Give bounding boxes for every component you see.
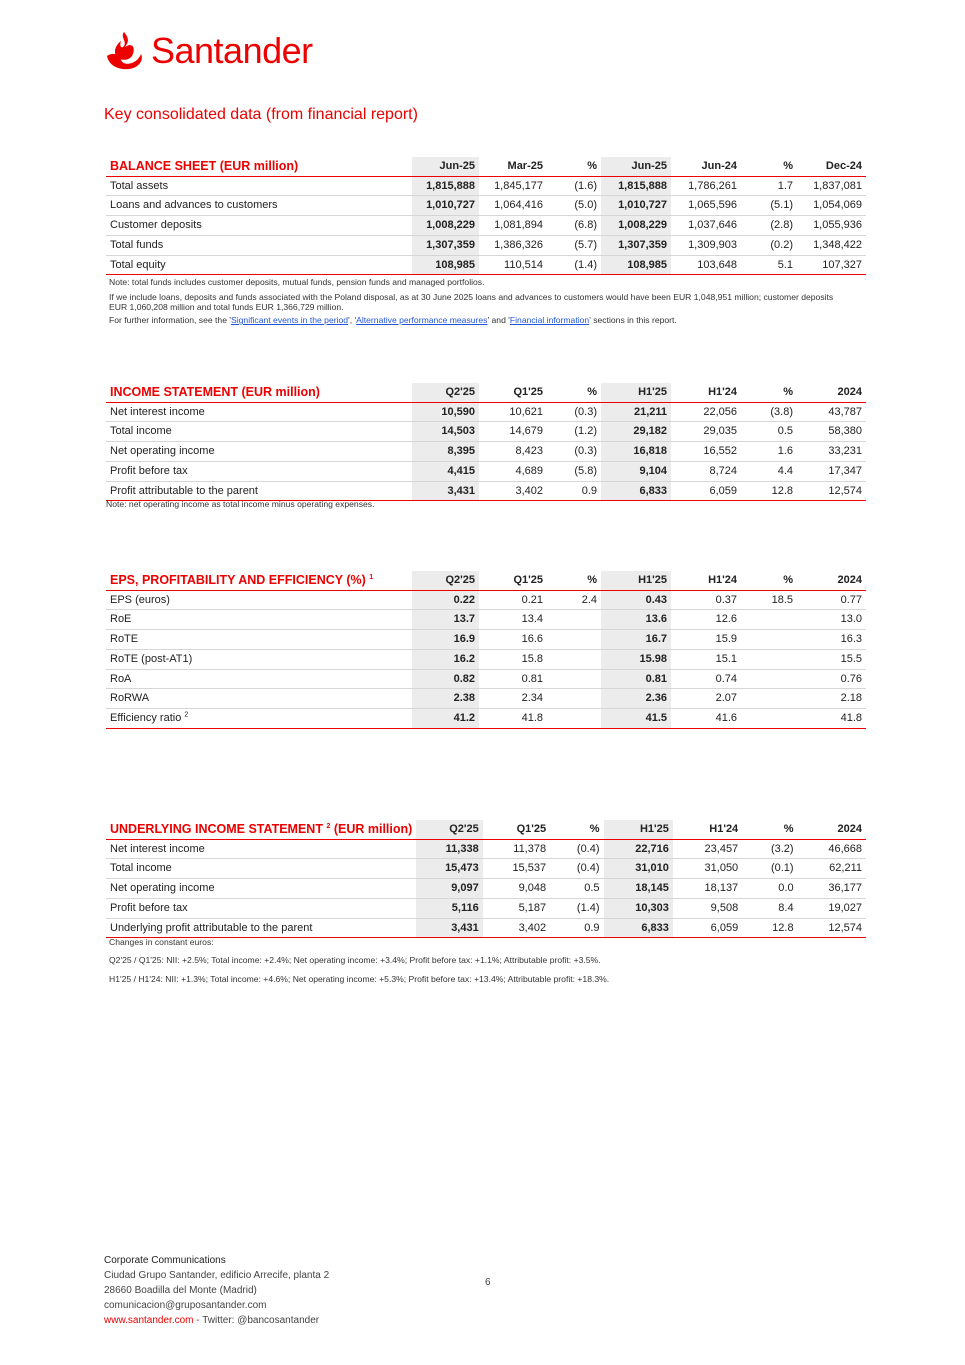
title-text: UNDERLYING INCOME STATEMENT xyxy=(110,822,323,836)
row-label-text: Total assets xyxy=(110,179,169,192)
table-cell: 15.98 xyxy=(601,649,671,669)
column-header: % xyxy=(547,571,601,590)
table-cell: 0.77 xyxy=(797,590,866,610)
table-cell: 0.81 xyxy=(601,669,671,689)
row-label-text: Net operating income xyxy=(110,445,215,458)
table-cell: 18,145 xyxy=(604,879,673,899)
row-label-text: Loans and advances to customers xyxy=(110,199,278,212)
table-row xyxy=(106,669,866,689)
table-cell: 1,307,359 xyxy=(601,235,671,255)
table-cell: (0.4) xyxy=(550,839,603,859)
table-cell: 6,833 xyxy=(604,918,673,938)
table-row xyxy=(106,839,866,859)
underlying-income-statement-table xyxy=(106,820,866,938)
table-cell: (0.4) xyxy=(550,859,603,879)
table-row xyxy=(106,610,866,630)
table-cell: 62,211 xyxy=(798,859,866,879)
table-cell: 13.0 xyxy=(797,610,866,630)
table-cell: (0.2) xyxy=(741,235,797,255)
table-cell: 9,508 xyxy=(673,898,742,918)
footnote-marker: 2 xyxy=(184,711,189,719)
table-cell: 107,327 xyxy=(797,255,866,275)
table-cell: 13.7 xyxy=(412,610,479,630)
table-cell xyxy=(741,708,797,728)
table-row xyxy=(106,898,866,918)
row-label-text: Customer deposits xyxy=(110,219,202,232)
table-cell: 1,815,888 xyxy=(412,176,479,196)
eps-table-title xyxy=(106,571,412,590)
row-label-text: Total equity xyxy=(110,258,166,271)
table-cell: 3,402 xyxy=(479,481,547,501)
table-row xyxy=(106,630,866,650)
note-text: ' sections in this report. xyxy=(589,315,677,325)
table-cell: 16.7 xyxy=(601,630,671,650)
table-cell: 0.5 xyxy=(550,879,603,899)
table-cell: 0.82 xyxy=(412,669,479,689)
column-header: H1'25 xyxy=(604,820,673,839)
table-cell xyxy=(547,649,601,669)
table-cell: 21,211 xyxy=(601,402,671,422)
table-cell: 6,059 xyxy=(671,481,741,501)
table-cell: 11,378 xyxy=(483,839,550,859)
brand-name: Santander xyxy=(151,30,313,71)
row-label-text: RoE xyxy=(110,613,132,626)
balance-sheet-note-1: Note: total funds includes customer deposits, mutual funds, pension funds and managed portfolios. xyxy=(109,277,485,287)
column-header: Q2'25 xyxy=(412,383,479,402)
column-header: Q2'25 xyxy=(416,820,482,839)
table-cell: 1,054,069 xyxy=(797,196,866,216)
column-header: Q1'25 xyxy=(483,820,550,839)
table-cell: 1,815,888 xyxy=(601,176,671,196)
table-cell: 4,415 xyxy=(412,461,479,481)
column-header: Q1'25 xyxy=(479,383,547,402)
table-cell: 3,402 xyxy=(483,918,550,938)
table-cell: 5,116 xyxy=(416,898,482,918)
column-header: % xyxy=(547,157,601,176)
table-cell xyxy=(741,610,797,630)
table-cell: 23,457 xyxy=(673,839,742,859)
table-cell: 2.18 xyxy=(797,689,866,709)
row-label xyxy=(106,481,412,501)
table-row xyxy=(106,235,866,255)
column-header: H1'25 xyxy=(601,571,671,590)
table-cell xyxy=(741,689,797,709)
table-cell: 2.34 xyxy=(479,689,547,709)
table-cell: 0.9 xyxy=(547,481,601,501)
row-label xyxy=(106,669,412,689)
table-cell: 103,648 xyxy=(671,255,741,275)
row-label xyxy=(106,442,412,462)
table-cell: 18,137 xyxy=(673,879,742,899)
row-label xyxy=(106,216,412,236)
balance-sheet-note-2: If we include loans, deposits and funds associated with the Poland disposal, as at 30 June 2025 loans and advances to customers would have been EUR 1,048,951 million; customer deposits EUR 1,060,208 million and total funds EUR 1,366,729 million. xyxy=(109,292,834,312)
row-label-text: Total income xyxy=(110,425,172,438)
table-cell: 46,668 xyxy=(798,839,866,859)
column-header: 2024 xyxy=(798,820,866,839)
table-cell: 8,395 xyxy=(412,442,479,462)
flame-icon xyxy=(103,30,145,72)
table-cell xyxy=(741,669,797,689)
table-cell: 17,347 xyxy=(797,461,866,481)
table-cell: 9,104 xyxy=(601,461,671,481)
underlying-table-title xyxy=(106,820,416,839)
column-header: 2024 xyxy=(797,571,866,590)
table-cell: (5.7) xyxy=(547,235,601,255)
table-cell: 43,787 xyxy=(797,402,866,422)
table-cell: 108,985 xyxy=(412,255,479,275)
table-cell: 41.2 xyxy=(412,708,479,728)
row-label xyxy=(106,918,416,938)
table-cell xyxy=(547,669,601,689)
row-label xyxy=(106,610,412,630)
row-label-text: Profit attributable to the parent xyxy=(110,484,258,497)
table-row xyxy=(106,590,866,610)
income-statement-title: INCOME STATEMENT (EUR million) xyxy=(106,383,412,402)
row-label-text: EPS (euros) xyxy=(110,593,170,606)
table-cell: 12.6 xyxy=(671,610,741,630)
link-significant-events[interactable]: Significant events in the period xyxy=(231,315,349,325)
table-cell: 1.7 xyxy=(741,176,797,196)
footer-web-line xyxy=(104,1313,329,1328)
footer-address-2: 28660 Boadilla del Monte (Madrid) xyxy=(104,1285,257,1296)
table-cell: 10,303 xyxy=(604,898,673,918)
table-cell: 19,027 xyxy=(798,898,866,918)
table-cell: 16.2 xyxy=(412,649,479,669)
table-cell: (3.8) xyxy=(741,402,797,422)
table-cell: 0.37 xyxy=(671,590,741,610)
table-cell: 41.8 xyxy=(479,708,547,728)
table-row xyxy=(106,402,866,422)
table-cell: 15.8 xyxy=(479,649,547,669)
column-header: Jun-25 xyxy=(601,157,671,176)
row-label-text: Underlying profit attributable to the parent xyxy=(110,921,313,934)
column-header: H1'24 xyxy=(671,571,741,590)
table-row xyxy=(106,216,866,236)
table-cell: 12.8 xyxy=(741,481,797,501)
table-cell: 0.43 xyxy=(601,590,671,610)
footer-twitter: - Twitter: @bancosantander xyxy=(193,1315,320,1326)
row-label xyxy=(106,839,416,859)
table-row xyxy=(106,689,866,709)
table-row xyxy=(106,196,866,216)
table-cell: 16.6 xyxy=(479,630,547,650)
table-cell: 16.3 xyxy=(797,630,866,650)
row-label-text: RoA xyxy=(110,672,132,685)
table-cell: 2.07 xyxy=(671,689,741,709)
row-label xyxy=(106,402,412,422)
table-cell: 1,008,229 xyxy=(412,216,479,236)
table-cell: 14,503 xyxy=(412,422,479,442)
row-label xyxy=(106,590,412,610)
table-cell: 0.76 xyxy=(797,669,866,689)
table-cell: 1,008,229 xyxy=(601,216,671,236)
table-cell: (5.0) xyxy=(547,196,601,216)
table-row xyxy=(106,255,866,275)
table-cell: 2.36 xyxy=(601,689,671,709)
table-cell: 22,056 xyxy=(671,402,741,422)
row-label xyxy=(106,176,412,196)
table-cell: 0.0 xyxy=(742,879,797,899)
table-cell: 3,431 xyxy=(416,918,482,938)
column-header: Q1'25 xyxy=(479,571,547,590)
table-cell: 1,010,727 xyxy=(412,196,479,216)
table-row xyxy=(106,859,866,879)
table-cell xyxy=(547,610,601,630)
table-row xyxy=(106,422,866,442)
column-header: H1'24 xyxy=(671,383,741,402)
column-header: H1'24 xyxy=(673,820,742,839)
footer-email[interactable]: comunicacion@gruposantander.com xyxy=(104,1300,267,1311)
row-label-text: Net interest income xyxy=(110,842,205,855)
underlying-note-2: Q2'25 / Q1'25: NII: +2.5%; Total income: +2.4%; Net operating income: +3.4%; Profit before tax: +1.1%; Attributable profit: +3.5%. xyxy=(109,955,601,965)
column-header: Mar-25 xyxy=(479,157,547,176)
table-cell: 58,380 xyxy=(797,422,866,442)
row-label-text: RoTE xyxy=(110,633,139,646)
page-number: 6 xyxy=(485,1277,491,1288)
table-cell: 10,590 xyxy=(412,402,479,422)
table-cell: 108,985 xyxy=(601,255,671,275)
row-label-text: Profit before tax xyxy=(110,464,188,477)
table-cell: 8,423 xyxy=(479,442,547,462)
row-label xyxy=(106,898,416,918)
table-cell xyxy=(741,630,797,650)
table-cell: 12,574 xyxy=(797,481,866,501)
table-cell: 8.4 xyxy=(742,898,797,918)
table-cell: 6,833 xyxy=(601,481,671,501)
table-cell: 14,679 xyxy=(479,422,547,442)
note-text: ' and ' xyxy=(487,315,510,325)
table-cell: 29,182 xyxy=(601,422,671,442)
column-header: % xyxy=(742,820,797,839)
row-label xyxy=(106,422,412,442)
footer-address-1: Ciudad Grupo Santander, edificio Arrecife, planta 2 xyxy=(104,1270,330,1281)
table-cell: 29,035 xyxy=(671,422,741,442)
table-cell: 110,514 xyxy=(479,255,547,275)
table-cell: 5.1 xyxy=(741,255,797,275)
table-cell: 1,081,894 xyxy=(479,216,547,236)
column-header: % xyxy=(547,383,601,402)
table-row xyxy=(106,442,866,462)
table-cell: 9,048 xyxy=(483,879,550,899)
table-cell: 1,309,903 xyxy=(671,235,741,255)
table-row xyxy=(106,918,866,938)
table-cell: 15.1 xyxy=(671,649,741,669)
table-cell: 22,716 xyxy=(604,839,673,859)
table-row xyxy=(106,176,866,196)
table-cell: 6,059 xyxy=(673,918,742,938)
table-cell: 1,786,261 xyxy=(671,176,741,196)
table-cell: 0.74 xyxy=(671,669,741,689)
column-header: Jun-24 xyxy=(671,157,741,176)
table-cell: 1,065,596 xyxy=(671,196,741,216)
column-header: 2024 xyxy=(797,383,866,402)
table-cell: (5.8) xyxy=(547,461,601,481)
table-cell xyxy=(547,689,601,709)
column-header: Q2'25 xyxy=(412,571,479,590)
table-cell: 0.9 xyxy=(550,918,603,938)
column-header: % xyxy=(741,157,797,176)
table-cell: (2.8) xyxy=(741,216,797,236)
table-cell: 4.4 xyxy=(741,461,797,481)
row-label-text: RoRWA xyxy=(110,692,150,705)
table-cell: 33,231 xyxy=(797,442,866,462)
table-cell: (1.2) xyxy=(547,422,601,442)
income-statement-note: Note: net operating income as total income minus operating expenses. xyxy=(106,499,375,509)
row-label-text: Total funds xyxy=(110,238,164,251)
footer-title: Corporate Communications xyxy=(104,1255,226,1266)
table-cell xyxy=(547,630,601,650)
footer-website-link[interactable]: www.santander.com xyxy=(104,1315,194,1326)
table-cell: 36,177 xyxy=(798,879,866,899)
table-row xyxy=(106,461,866,481)
table-cell: 31,050 xyxy=(673,859,742,879)
row-label-text: Efficiency ratio xyxy=(110,711,182,724)
link-financial-information[interactable]: Financial information xyxy=(509,315,590,325)
row-label xyxy=(106,879,416,899)
column-header: % xyxy=(550,820,603,839)
table-cell: 1,055,936 xyxy=(797,216,866,236)
table-cell: 31,010 xyxy=(604,859,673,879)
footer xyxy=(104,1253,329,1328)
table-cell: (0.3) xyxy=(547,402,601,422)
table-row xyxy=(106,481,866,501)
row-label xyxy=(106,235,412,255)
balance-sheet-table xyxy=(106,157,866,275)
table-cell: 15,473 xyxy=(416,859,482,879)
eps-profitability-table xyxy=(106,571,866,729)
table-row xyxy=(106,879,866,899)
row-label xyxy=(106,708,412,728)
table-cell: 41.8 xyxy=(797,708,866,728)
column-header: Jun-25 xyxy=(412,157,479,176)
page-title: Key consolidated data (from financial report) xyxy=(104,106,418,123)
balance-sheet-title: BALANCE SHEET (EUR million) xyxy=(106,157,412,176)
table-cell: 1,348,422 xyxy=(797,235,866,255)
table-cell: 5,187 xyxy=(483,898,550,918)
table-cell xyxy=(547,708,601,728)
title-text: (EUR million) xyxy=(330,822,413,836)
table-cell: (3.2) xyxy=(742,839,797,859)
table-cell: 11,338 xyxy=(416,839,482,859)
table-cell: 1,837,081 xyxy=(797,176,866,196)
table-cell: 12,574 xyxy=(798,918,866,938)
table-cell: 0.21 xyxy=(479,590,547,610)
row-label-text: Total income xyxy=(110,862,172,875)
row-label xyxy=(106,196,412,216)
table-cell: 15,537 xyxy=(483,859,550,879)
table-cell: (5.1) xyxy=(741,196,797,216)
table-cell: (1.6) xyxy=(547,176,601,196)
table-row xyxy=(106,649,866,669)
table-cell: 2.4 xyxy=(547,590,601,610)
table-cell: 16,818 xyxy=(601,442,671,462)
note-text: For further information, see the ' xyxy=(109,315,232,325)
underlying-note-3: H1'25 / H1'24: NII: +1.3%; Total income: +4.6%; Net operating income: +5.3%; Profit before tax: +13.4%; Attributable profit: +18.3%. xyxy=(109,974,610,984)
table-cell: 8,724 xyxy=(671,461,741,481)
table-cell: 1,037,646 xyxy=(671,216,741,236)
table-cell: 15.9 xyxy=(671,630,741,650)
santander-logo xyxy=(103,30,313,72)
table-cell: 1,064,416 xyxy=(479,196,547,216)
footnote-marker: 2 xyxy=(326,822,331,830)
row-label xyxy=(106,255,412,275)
row-label xyxy=(106,689,412,709)
table-cell: 13.4 xyxy=(479,610,547,630)
table-cell: 1.6 xyxy=(741,442,797,462)
row-label xyxy=(106,649,412,669)
table-cell: 13.6 xyxy=(601,610,671,630)
row-label-text: RoTE (post-AT1) xyxy=(110,652,193,665)
row-label xyxy=(106,461,412,481)
table-cell: (1.4) xyxy=(547,255,601,275)
table-cell: 41.5 xyxy=(601,708,671,728)
table-cell: 10,621 xyxy=(479,402,547,422)
underlying-note-1: Changes in constant euros: xyxy=(109,937,214,947)
column-header: % xyxy=(741,383,797,402)
table-cell: 16.9 xyxy=(412,630,479,650)
table-cell: (6.8) xyxy=(547,216,601,236)
table-cell: 1,386,326 xyxy=(479,235,547,255)
table-cell: 3,431 xyxy=(412,481,479,501)
footnote-marker: 1 xyxy=(369,573,374,581)
table-cell: 15.5 xyxy=(797,649,866,669)
table-cell: 1,307,359 xyxy=(412,235,479,255)
table-cell: 0.81 xyxy=(479,669,547,689)
row-label-text: Net interest income xyxy=(110,405,205,418)
title-text: EPS, PROFITABILITY AND EFFICIENCY (%) xyxy=(110,573,366,587)
table-cell: 16,552 xyxy=(671,442,741,462)
row-label-text: Net operating income xyxy=(110,882,215,895)
column-header: Dec-24 xyxy=(797,157,866,176)
table-cell: 18.5 xyxy=(741,590,797,610)
table-cell: 2.38 xyxy=(412,689,479,709)
income-statement-table xyxy=(106,383,866,501)
link-alternative-performance-measures[interactable]: Alternative performance measures xyxy=(356,315,488,325)
table-cell: 1,845,177 xyxy=(479,176,547,196)
table-cell: 0.22 xyxy=(412,590,479,610)
balance-sheet-note-3 xyxy=(109,316,677,326)
table-cell: 4,689 xyxy=(479,461,547,481)
table-cell: 1,010,727 xyxy=(601,196,671,216)
table-cell: (0.3) xyxy=(547,442,601,462)
table-cell: 0.5 xyxy=(741,422,797,442)
row-label xyxy=(106,630,412,650)
row-label-text: Profit before tax xyxy=(110,901,188,914)
note-text: ', ' xyxy=(348,315,357,325)
table-row xyxy=(106,708,866,728)
table-cell xyxy=(741,649,797,669)
table-cell: (1.4) xyxy=(550,898,603,918)
column-header: H1'25 xyxy=(601,383,671,402)
row-label xyxy=(106,859,416,879)
table-cell: 12.8 xyxy=(742,918,797,938)
table-cell: 41.6 xyxy=(671,708,741,728)
table-cell: (0.1) xyxy=(742,859,797,879)
table-cell: 9,097 xyxy=(416,879,482,899)
column-header: % xyxy=(741,571,797,590)
